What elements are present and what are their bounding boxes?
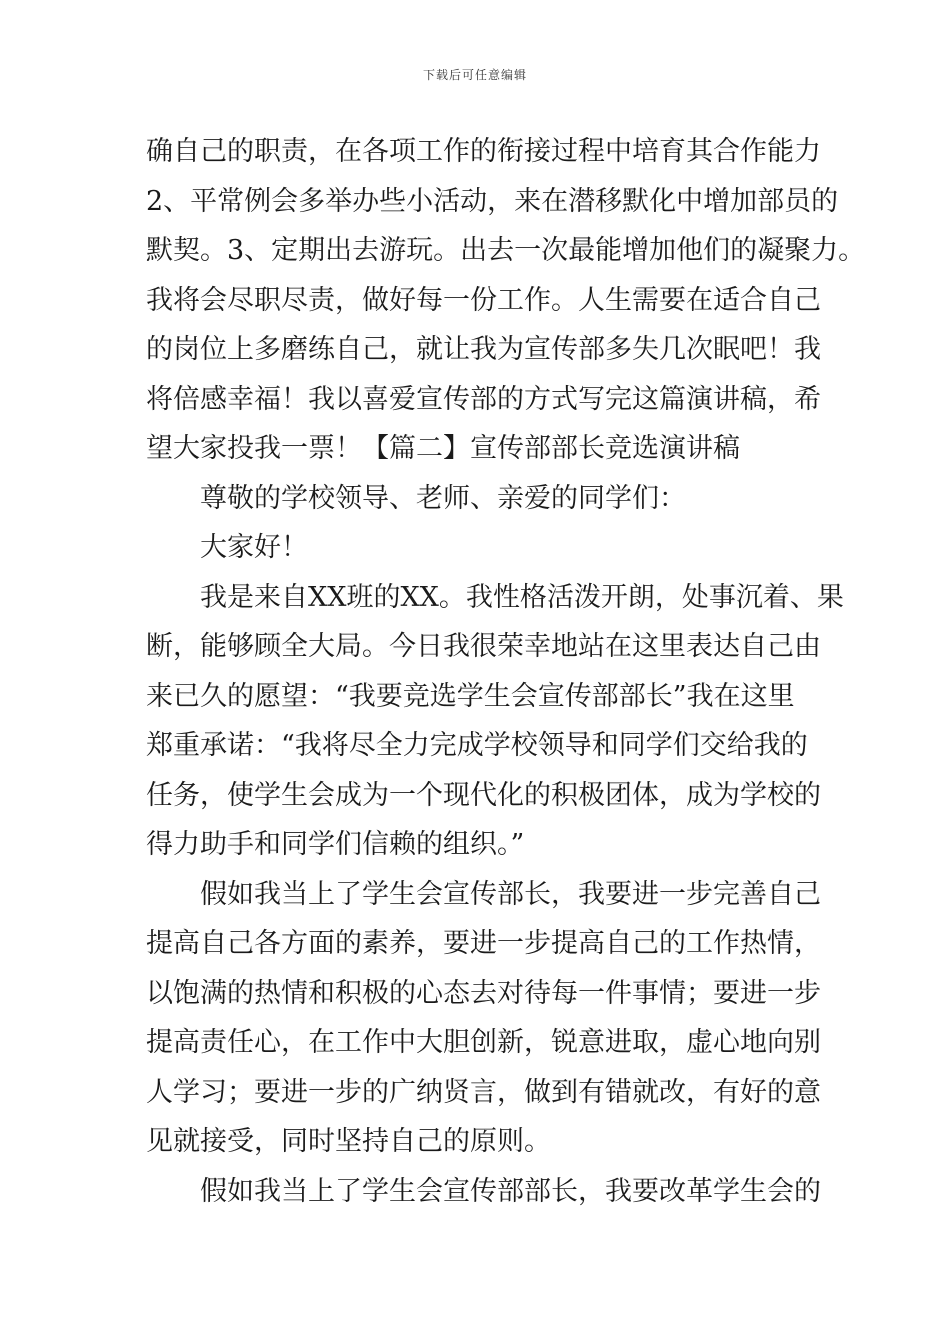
text-line: 提高自己各方面的素养，要进一步提高自己的工作热情， [146, 928, 821, 959]
text-line: 确自己的职责，在各项工作的衔接过程中培育其合作能力 [146, 136, 821, 167]
text-line: 的岗位上多磨练自己，就让我为宣传部多失几次眠吧！我 [146, 334, 821, 365]
text-line: 假如我当上了学生会宣传部部长，我要改革学生会的 [146, 1175, 821, 1207]
text-line: 我是来自XX班的XX。我性格活泼开朗，处事沉着、果 [146, 581, 844, 613]
text-line: 人学习；要进一步的广纳贤言，做到有错就改，有好的意 [146, 1076, 821, 1108]
text-line: 以饱满的热情和积极的心态去对待每一件事情；要进一步 [146, 977, 821, 1009]
text-line: 郑重承诺：“我将尽全力完成学校领导和同学们交给我的 [146, 730, 808, 761]
text-line: 提高责任心，在工作中大胆创新，锐意进取，虚心地向别 [146, 1027, 821, 1058]
text-line: 将倍感幸福！我以喜爱宣传部的方式写完这篇演讲稿，希 [146, 383, 821, 415]
text-line: 来已久的愿望：“我要竞选学生会宣传部部长”我在这里 [146, 680, 795, 712]
text-line: 断，能够顾全大局。今日我很荣幸地站在这里表达自己由 [146, 631, 821, 662]
text-line: 大家好！ [146, 532, 308, 563]
text-line: 尊敬的学校领导、老师、亲爱的同学们： [146, 482, 686, 514]
text-line: 2、平常例会多举办些小活动，来在潜移默化中增加部员的 [146, 185, 839, 217]
text-line: 我将会尽职尽责，做好每一份工作。人生需要在适合自己 [146, 284, 821, 316]
text-line: 见就接受，同时坚持自己的原则。 [146, 1126, 551, 1157]
text-line: 默契。3、定期出去游玩。出去一次最能增加他们的凝聚力。 [146, 235, 866, 266]
document-body [146, 127, 866, 1216]
text-line: 得力助手和同学们信赖的组织。” [146, 829, 525, 860]
text-line: 假如我当上了学生会宣传部长，我要进一步完善自己 [146, 878, 821, 910]
text-line: 任务，使学生会成为一个现代化的积极团体，成为学校的 [146, 779, 821, 811]
text-line: 望大家投我一票！【篇二】宣传部部长竞选演讲稿 [146, 433, 740, 464]
download-note: 下载后可任意编辑 [422, 68, 527, 82]
